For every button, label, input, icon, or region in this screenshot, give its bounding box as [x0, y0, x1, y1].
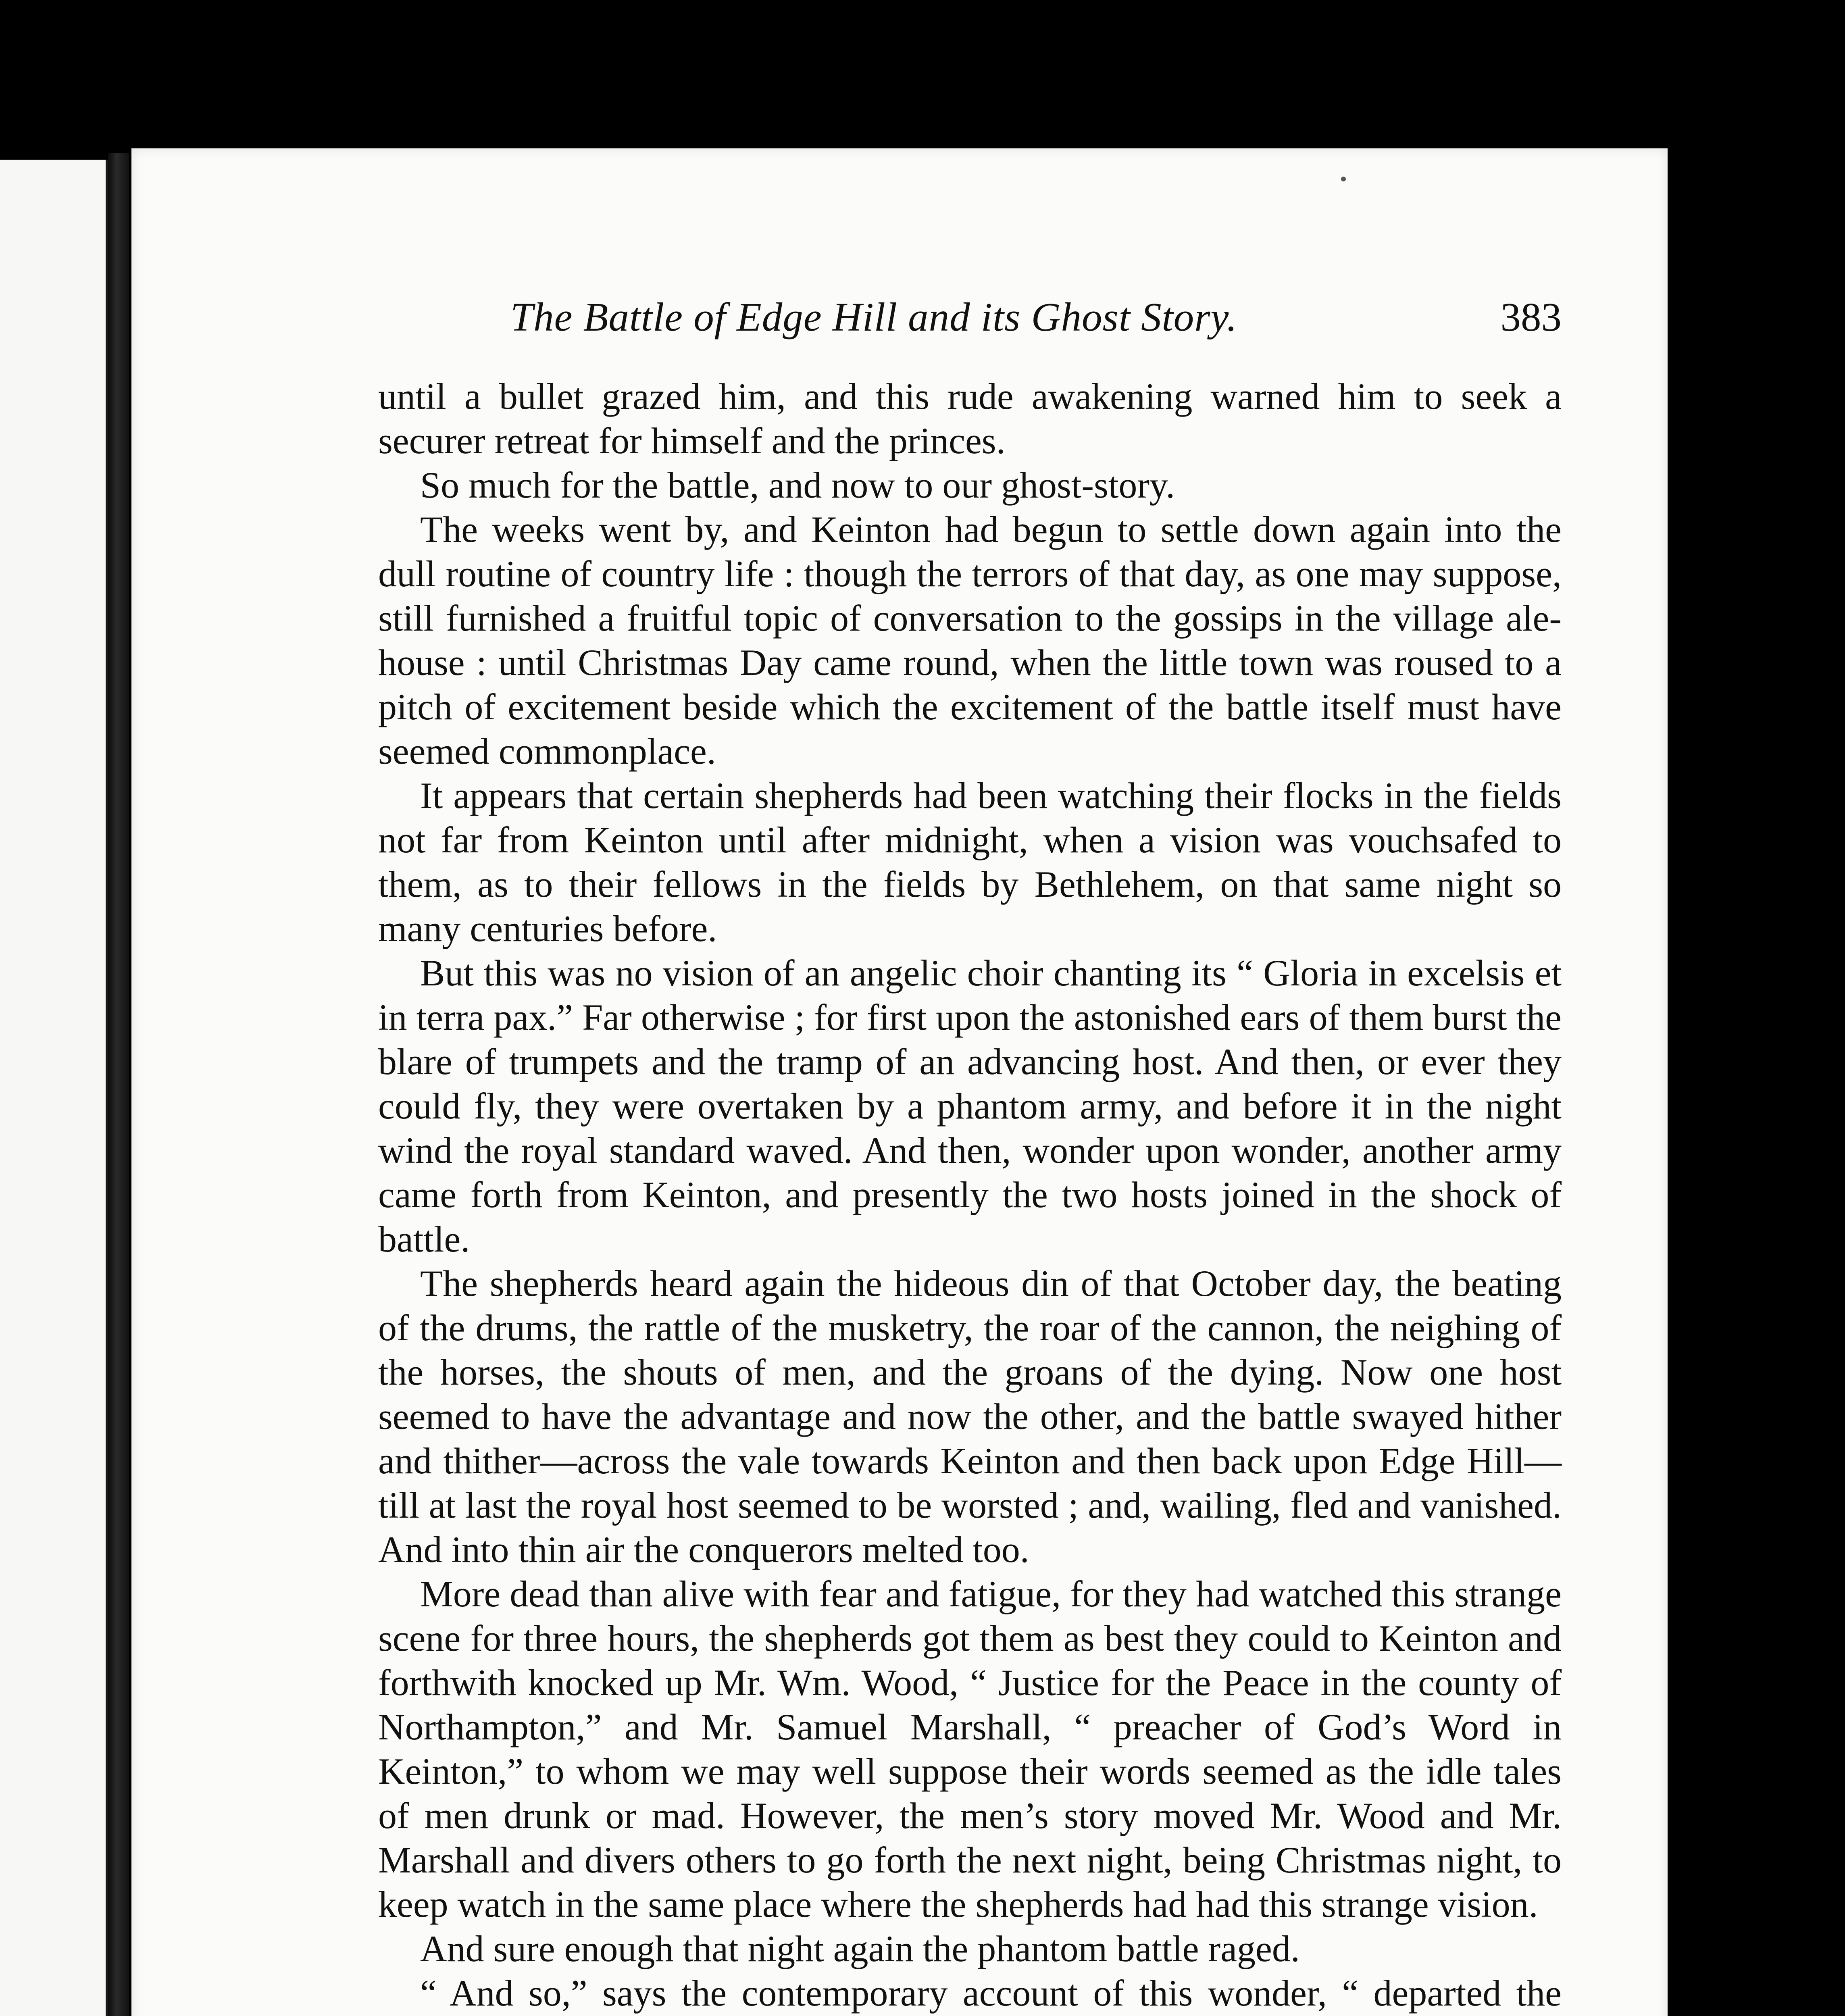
- paragraph: The shepherds heard again the hideous din of that October day, the beating of the drums, the rattle of the musketry, the roar of the cannon, the neighing of the horses, the shouts of men, and the groans of the dying. Now one host seemed to have the advantage and now the other, and the battle swayed hither and thither—across the vale towards Keinton and then back upon Edge Hill—till at last the royal host seemed to be worsted ; and, wailing, fled and vanished. And into thin air the conquerors melted too.: [378, 1263, 1562, 1570]
- body-text: [378, 374, 1562, 2016]
- running-head-title: The Battle of Edge Hill and its Ghost Story.: [510, 294, 1238, 339]
- paragraph: But this was no vision of an angelic choir chanting its “ Gloria in excelsis et in terra pax.” Far otherwise ; for first upon the astonished ears of them burst the blare of trumpets and the tramp of an advancing host. And then, or ever they could fly, they were overtaken by a phantom army, and before it in the night wind the royal standard waved. And then, wonder upon wonder, another army came forth from Keinton, and presently the two hosts joined in the shock of battle.: [378, 952, 1562, 1260]
- paragraph: More dead than alive with fear and fatigue, for they had watched this strange scene for three hours, the shepherds got them as best they could to Keinton and forthwith knocked up Mr. Wm. Wood, “ Justice for the Peace in the county of Northampton,” and Mr. Samuel Marshall, “ preacher of God’s Word in Keinton,” to whom we may well suppose their words seemed as the idle tales of men drunk or mad. However, the men’s story moved Mr. Wood and Mr. Marshall and divers others to go forth the next night, being Christmas night, to keep watch in the same place where the shepherds had had this strange vision.: [378, 1573, 1562, 1925]
- paragraph: “ And so,” says the contemporary account of this wonder, “ departed the: [420, 1972, 1562, 2014]
- paragraph-continued: until a bullet grazed him, and this rude awakening warned him to seek a securer retreat for himself and the princes.: [378, 376, 1562, 461]
- book-page: [131, 148, 1668, 2016]
- running-head: [378, 294, 1562, 358]
- paragraph: And sure enough that night again the phantom battle raged.: [420, 1928, 1300, 1969]
- paragraph: The weeks went by, and Keinton had begun to settle down again into the dull routine of country life : though the terrors of that day, as one may suppose, still furnished a fruitful topic of conversation to the gossips in the village ale-house : until Christmas Day came round, when the little town was roused to a pitch of excitement beside which the excitement of the battle itself must have seemed commonplace.: [378, 509, 1562, 772]
- dust-speck: [1341, 177, 1346, 181]
- page-number: 383: [1500, 294, 1562, 339]
- paragraph: It appears that certain shepherds had been watching their flocks in the fields not far from Keinton until after midnight, when a vision was vouchsafed to them, as to their fellows in the fields by Bethlehem, on that same night so many centuries before.: [378, 775, 1562, 949]
- previous-page-edge: [0, 160, 108, 2016]
- paragraph: So much for the battle, and now to our ghost-story.: [420, 464, 1175, 506]
- book-spine-gutter: [108, 153, 129, 2016]
